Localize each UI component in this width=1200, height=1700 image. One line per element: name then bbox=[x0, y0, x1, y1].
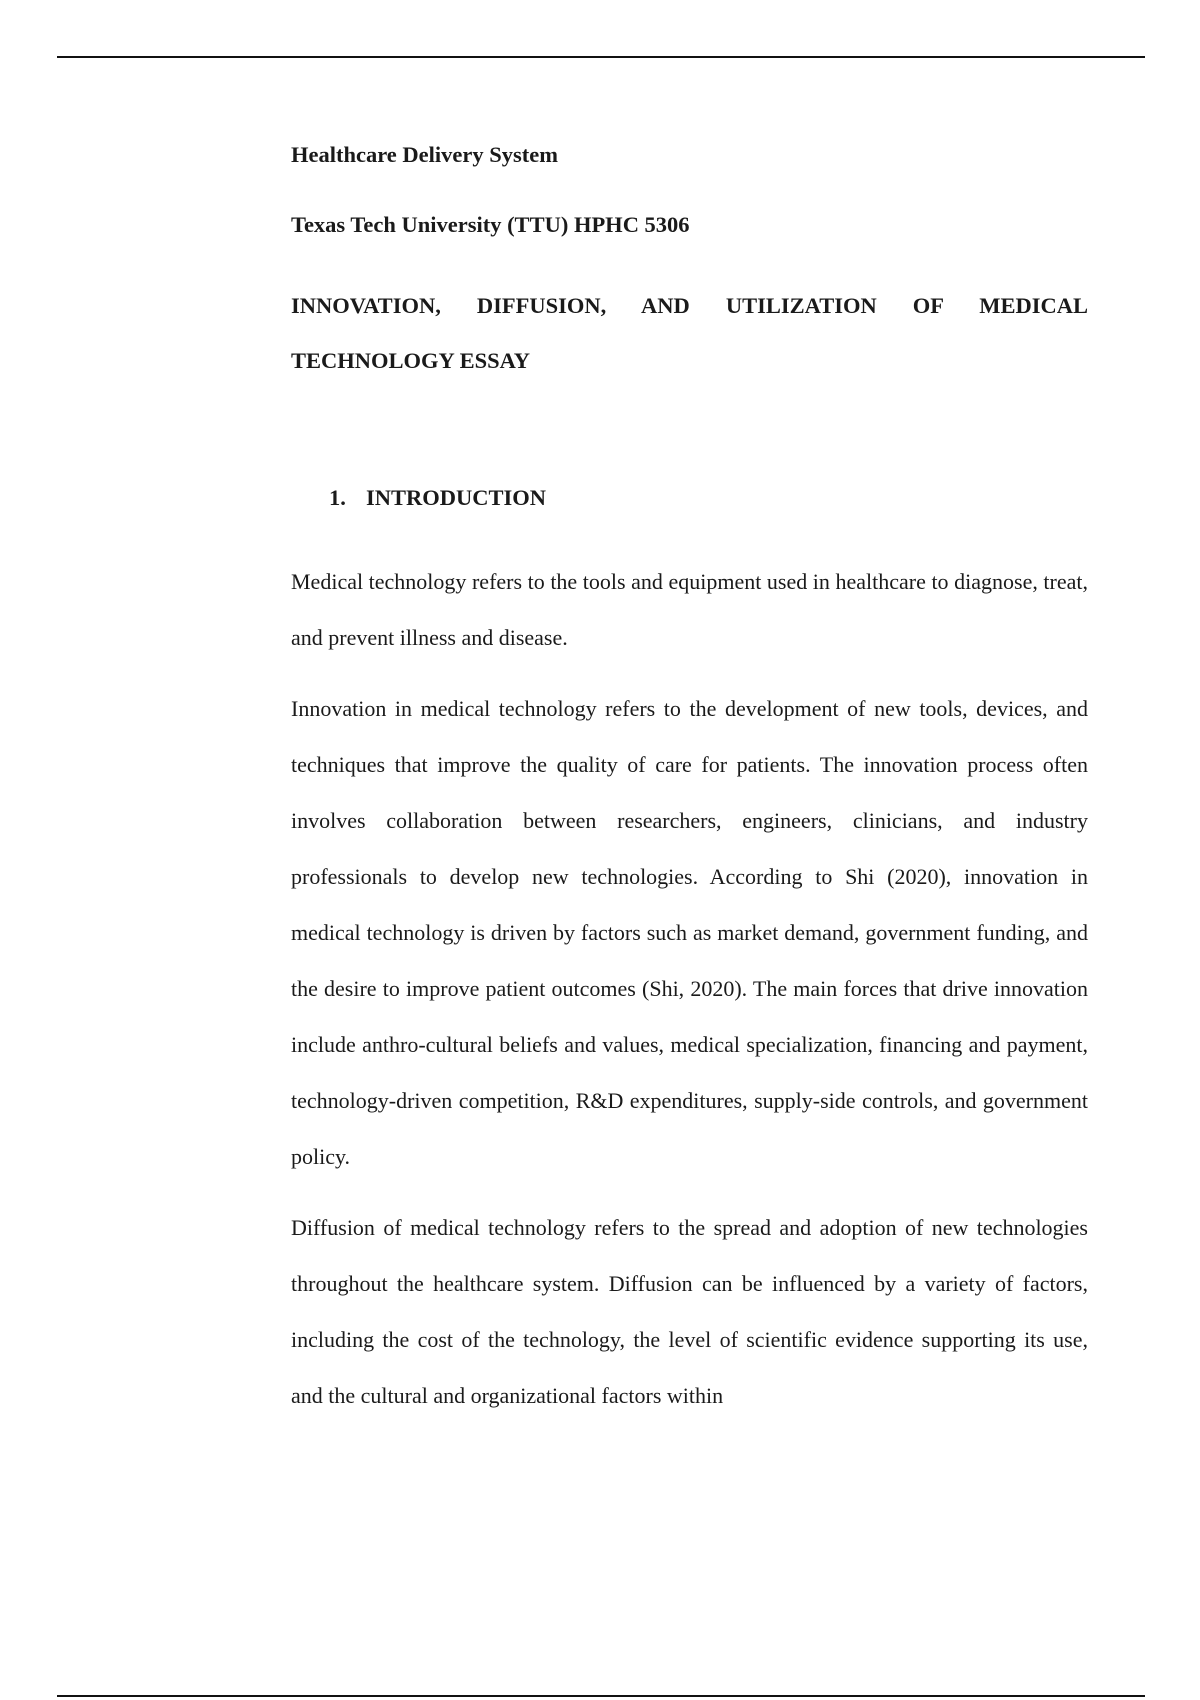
section-title: INTRODUCTION bbox=[366, 485, 547, 510]
document-title: Healthcare Delivery System bbox=[291, 142, 559, 167]
paragraph: Diffusion of medical technology refers to the spread and adoption of new technologies throughout the healthcare system. Diffusion can be influenced by a variety of factors, including the cost of the technology, the level of scientific evidence supporting its use, and the cultural and organizational factors within bbox=[291, 1215, 1088, 1408]
essay-title: INNOVATION, DIFFUSION, AND UTILIZATION OF MEDICAL TECHNOLOGY ESSAY bbox=[291, 293, 1088, 373]
paragraph: Innovation in medical technology refers to the development of new tools, devices, and techniques that improve the quality of care for patients. The innovation process often involves collaboration between researchers, engineers, clinicians, and industry professionals to develop new technologies. According to Shi (2020), innovation in medical technology is driven by factors such as market demand, government funding, and the desire to improve patient outcomes (Shi, 2020). The main forces that drive innovation include anthro-cultural beliefs and values, medical specialization, financing and payment, technology-driven competition, R&D expenditures, supply-side controls, and government policy. bbox=[291, 696, 1088, 1169]
bottom-rule bbox=[57, 1695, 1145, 1697]
paragraph: Medical technology refers to the tools and equipment used in healthcare to diagnose, treat, and prevent illness and disease. bbox=[291, 569, 1088, 650]
section-heading bbox=[329, 483, 1088, 513]
section-number: 1. bbox=[329, 485, 346, 510]
course-line: Texas Tech University (TTU) HPHC 5306 bbox=[291, 212, 690, 237]
page-content bbox=[291, 140, 1088, 1439]
top-rule bbox=[57, 56, 1145, 58]
